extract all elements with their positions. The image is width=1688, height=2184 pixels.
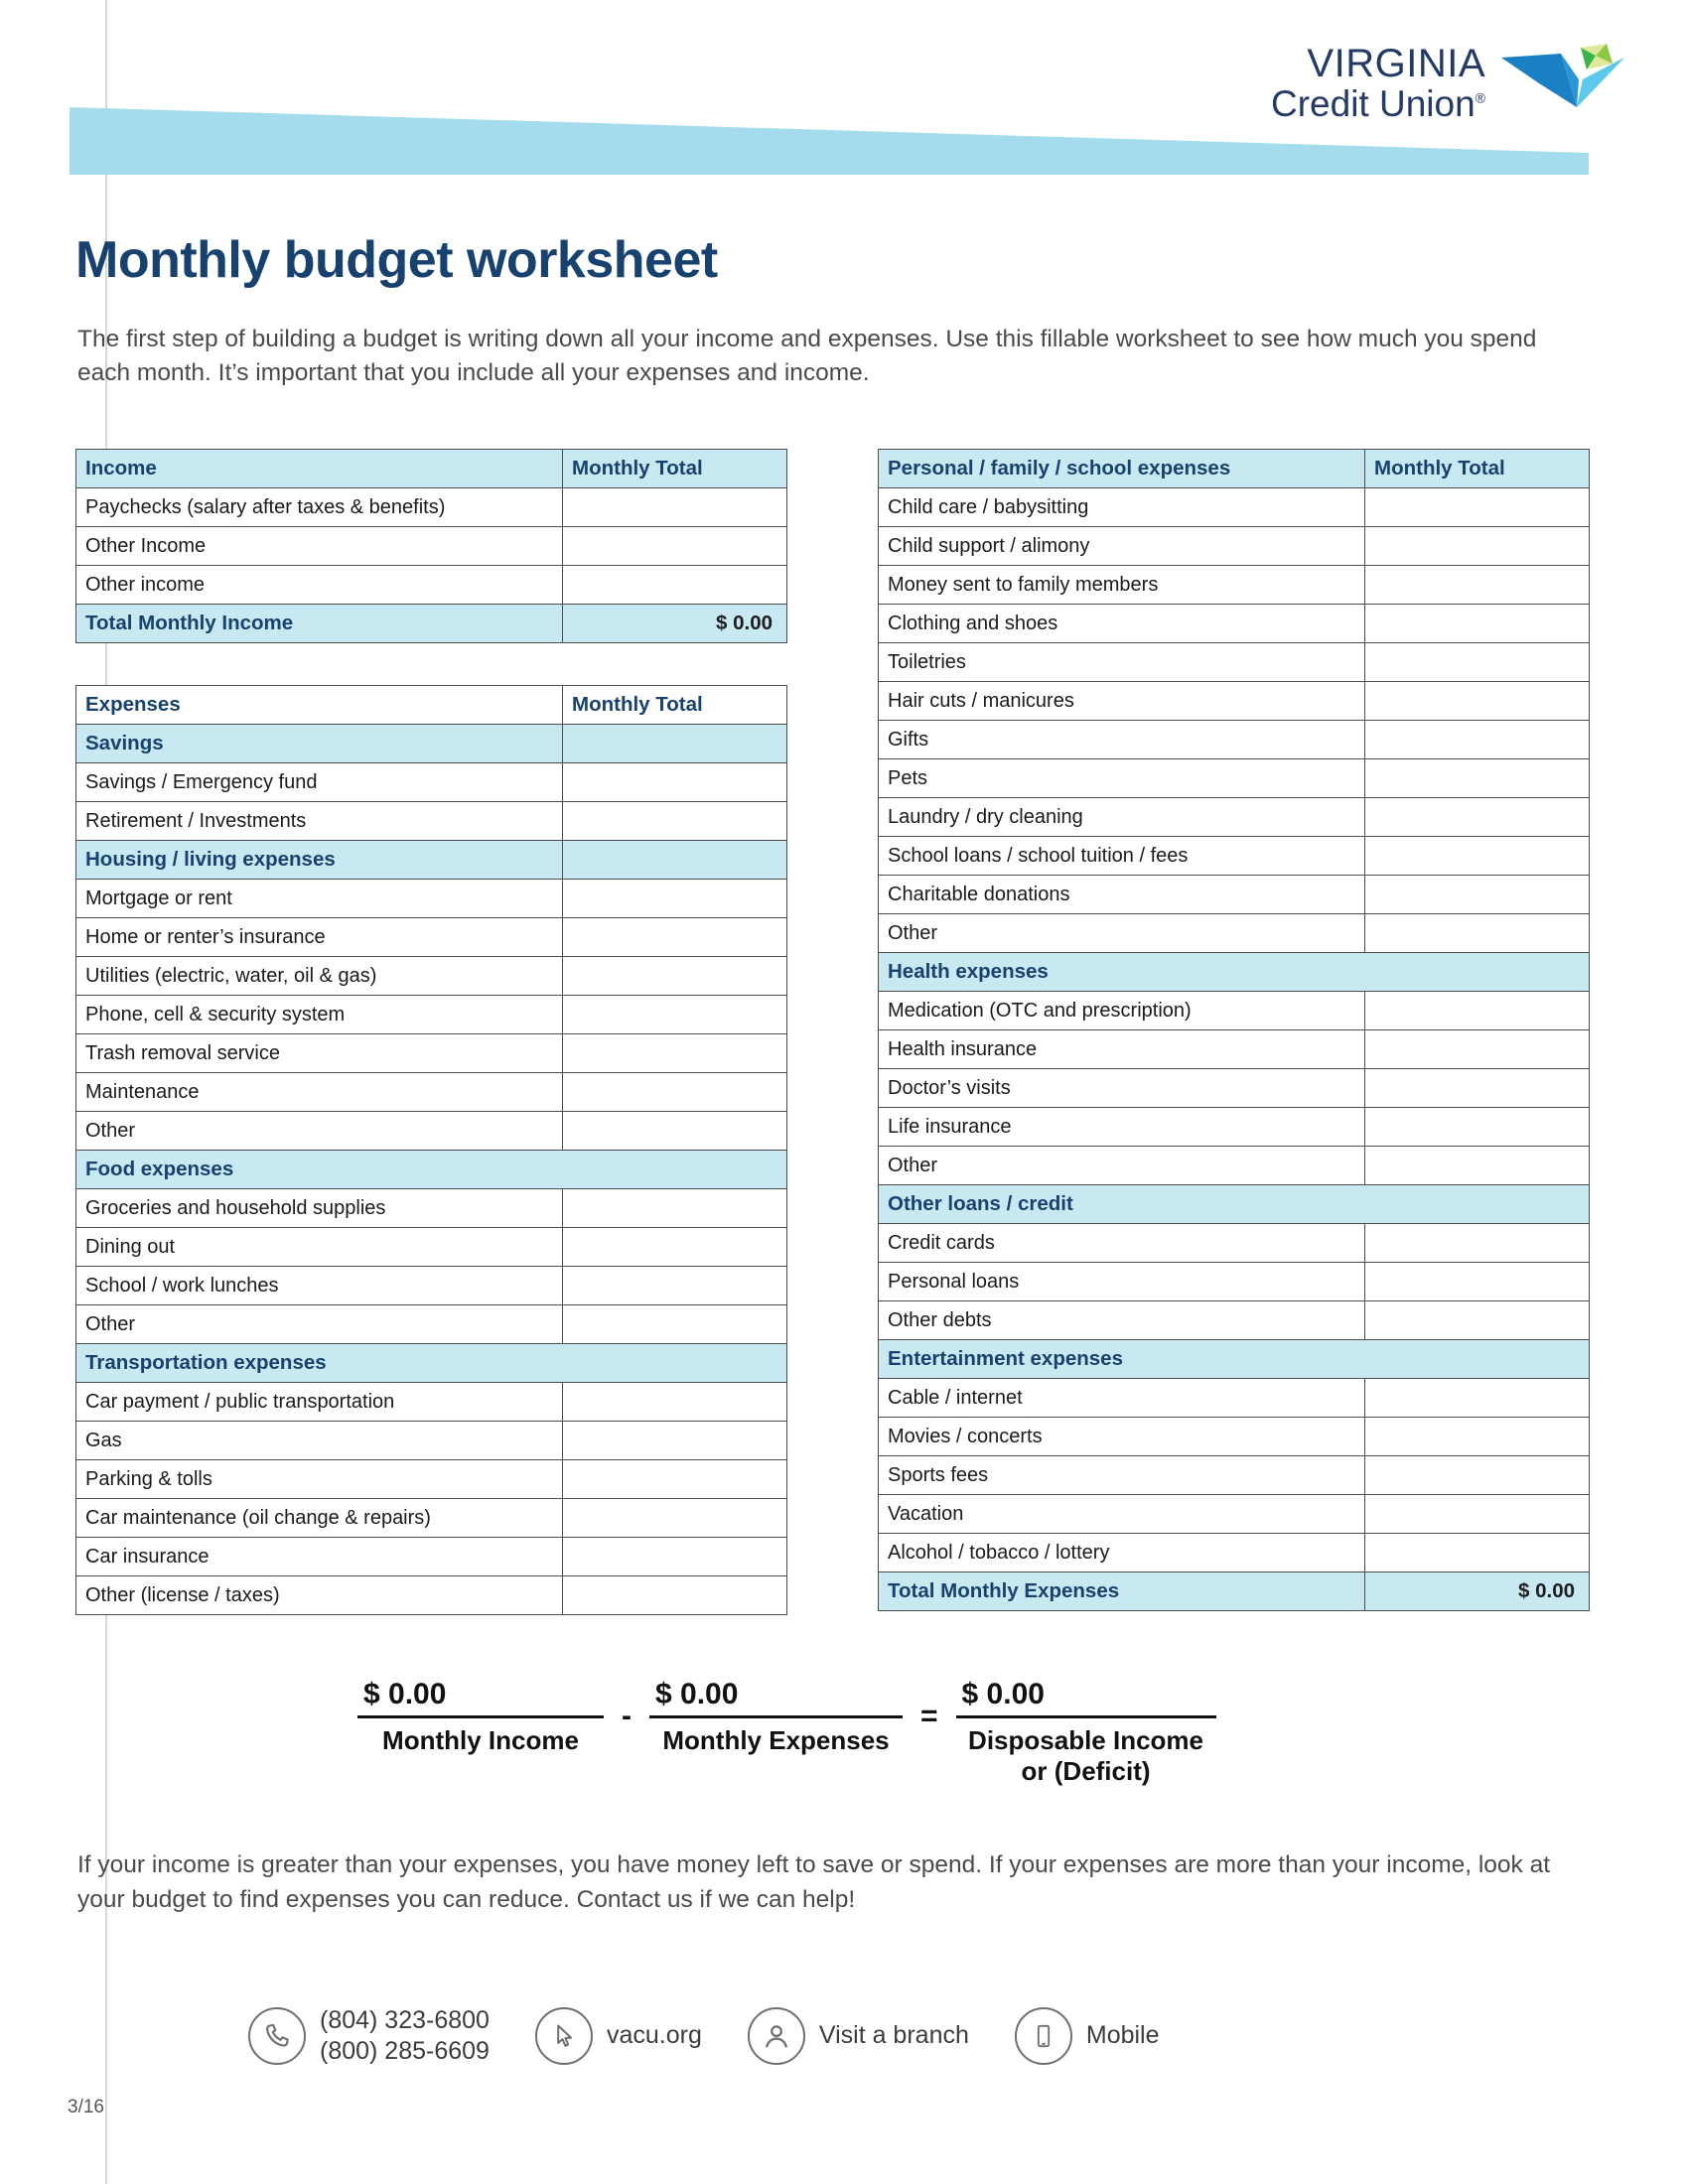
- row-input-cell[interactable]: [1365, 527, 1590, 566]
- row-input-cell[interactable]: [1365, 1147, 1590, 1185]
- section-title: Food expenses: [76, 1151, 787, 1189]
- row-label: Home or renter’s insurance: [76, 918, 563, 957]
- summary-income-fraction: [357, 1678, 604, 1756]
- row-input-cell[interactable]: [1365, 1418, 1590, 1456]
- table-row: [76, 996, 787, 1034]
- section-title: Entertainment expenses: [879, 1340, 1590, 1379]
- table-row: [879, 1030, 1590, 1069]
- expenses-header-row: [76, 686, 787, 725]
- row-input-cell[interactable]: [563, 880, 787, 918]
- row-label: Other income: [76, 566, 563, 605]
- table-row: [879, 837, 1590, 876]
- row-input-cell[interactable]: [563, 1538, 787, 1576]
- row-input-cell[interactable]: [1365, 837, 1590, 876]
- row-label: Other (license / taxes): [76, 1576, 563, 1615]
- row-input-cell[interactable]: [1365, 1301, 1590, 1340]
- row-label: Doctor’s visits: [879, 1069, 1365, 1108]
- table-row: [76, 1422, 787, 1460]
- personal-col-label: Personal / family / school expenses: [879, 450, 1365, 488]
- row-input-cell[interactable]: [563, 1267, 787, 1305]
- row-input-cell[interactable]: [1365, 759, 1590, 798]
- row-label: Other debts: [879, 1301, 1365, 1340]
- row-input-cell[interactable]: [563, 1228, 787, 1267]
- table-row: [879, 1147, 1590, 1185]
- section-title: Housing / living expenses: [76, 841, 563, 880]
- row-label: Car maintenance (oil change & repairs): [76, 1499, 563, 1538]
- table-row: [76, 1576, 787, 1615]
- table-row: [879, 759, 1590, 798]
- section-header-row: [76, 841, 787, 880]
- row-label: Cable / internet: [879, 1379, 1365, 1418]
- section-header-row: [879, 1340, 1590, 1379]
- row-input-cell[interactable]: [1365, 566, 1590, 605]
- table-row: [879, 1263, 1590, 1301]
- summary-equals-operator: =: [920, 1700, 938, 1732]
- expenses-col-total: Monthly Total: [563, 686, 787, 725]
- personal-col-total: Monthly Total: [1365, 450, 1590, 488]
- row-label: Credit cards: [879, 1224, 1365, 1263]
- summary-income-value: $ 0.00: [363, 1678, 447, 1710]
- row-label: Mortgage or rent: [76, 880, 563, 918]
- row-label: Other: [76, 1305, 563, 1344]
- row-label: Phone, cell & security system: [76, 996, 563, 1034]
- table-row: [879, 1069, 1590, 1108]
- table-row: [879, 1495, 1590, 1534]
- row-label: Gifts: [879, 721, 1365, 759]
- contact-mobile-text: Mobile: [1085, 2021, 1160, 2050]
- row-label: Dining out: [76, 1228, 563, 1267]
- table-row: [879, 1224, 1590, 1263]
- income-header-row: [76, 450, 787, 488]
- row-input-cell[interactable]: [1365, 992, 1590, 1030]
- section-header-row: [76, 1151, 787, 1189]
- section-blank-cell: [563, 725, 787, 763]
- expenses-table-body: [76, 686, 787, 1615]
- income-total-label: Total Monthly Income: [76, 605, 563, 643]
- contact-branch-text: Visit a branch: [818, 2021, 969, 2050]
- section-header-row: [76, 725, 787, 763]
- table-row: [76, 1460, 787, 1499]
- table-row: [879, 914, 1590, 953]
- table-row: [879, 1534, 1590, 1572]
- row-label: Savings / Emergency fund: [76, 763, 563, 802]
- row-label: Paychecks (salary after taxes & benefits): [76, 488, 563, 527]
- table-row: [879, 721, 1590, 759]
- personal-expenses-table-body: [879, 450, 1590, 1611]
- row-input-cell[interactable]: [1365, 1534, 1590, 1572]
- row-label: School / work lunches: [76, 1267, 563, 1305]
- row-label: Pets: [879, 759, 1365, 798]
- table-row: [76, 566, 787, 605]
- row-label: Charitable donations: [879, 876, 1365, 914]
- expenses-total-value: $ 0.00: [1365, 1572, 1590, 1611]
- table-row: [76, 957, 787, 996]
- table-row: [76, 527, 787, 566]
- row-input-cell[interactable]: [1365, 682, 1590, 721]
- expenses-col-label: Expenses: [76, 686, 563, 725]
- table-row: [76, 1499, 787, 1538]
- row-input-cell[interactable]: [563, 1305, 787, 1344]
- row-label: Alcohol / tobacco / lottery: [879, 1534, 1365, 1572]
- table-row: [879, 566, 1590, 605]
- brand-logo-line1: VIRGINIA: [1307, 41, 1485, 85]
- section-title: Other loans / credit: [879, 1185, 1590, 1224]
- section-header-row: [879, 953, 1590, 992]
- section-header-row: [76, 1344, 787, 1383]
- contact-branch[interactable]: [748, 2007, 969, 2065]
- contact-website[interactable]: [535, 2007, 702, 2065]
- row-label: Laundry / dry cleaning: [879, 798, 1365, 837]
- row-label: Parking & tolls: [76, 1460, 563, 1499]
- row-input-cell[interactable]: [563, 488, 787, 527]
- table-row: [76, 1189, 787, 1228]
- cursor-icon: [535, 2007, 593, 2065]
- row-input-cell[interactable]: [563, 1034, 787, 1073]
- row-label: Utilities (electric, water, oil & gas): [76, 957, 563, 996]
- income-col-label: Income: [76, 450, 563, 488]
- table-row: [879, 798, 1590, 837]
- row-input-cell[interactable]: [1365, 798, 1590, 837]
- row-label: Car insurance: [76, 1538, 563, 1576]
- row-input-cell[interactable]: [1365, 1495, 1590, 1534]
- page-title: Monthly budget worksheet: [75, 231, 718, 289]
- row-input-cell[interactable]: [563, 957, 787, 996]
- expenses-total-row: [879, 1572, 1590, 1611]
- section-blank-cell: [563, 841, 787, 880]
- table-row: [879, 1418, 1590, 1456]
- table-row: [879, 643, 1590, 682]
- income-table: [75, 449, 787, 643]
- row-input-cell[interactable]: [1365, 488, 1590, 527]
- row-input-cell[interactable]: [1365, 605, 1590, 643]
- table-row: [879, 1456, 1590, 1495]
- row-input-cell[interactable]: [1365, 1263, 1590, 1301]
- table-row: [879, 527, 1590, 566]
- row-input-cell[interactable]: [1365, 1069, 1590, 1108]
- contact-phone-text: [320, 2005, 490, 2066]
- header-banner: [70, 107, 1589, 175]
- table-row: [879, 605, 1590, 643]
- row-label: Other: [76, 1112, 563, 1151]
- income-total-value: $ 0.00: [563, 605, 787, 643]
- row-input-cell[interactable]: [563, 1073, 787, 1112]
- row-label: Retirement / Investments: [76, 802, 563, 841]
- table-row: [76, 1073, 787, 1112]
- row-label: Other: [879, 1147, 1365, 1185]
- row-input-cell[interactable]: [1365, 1379, 1590, 1418]
- page-number: 3/16: [68, 2097, 104, 2117]
- table-row: [76, 1305, 787, 1344]
- table-row: [879, 1379, 1590, 1418]
- row-input-cell[interactable]: [563, 763, 787, 802]
- row-input-cell[interactable]: [1365, 1030, 1590, 1069]
- table-row: [76, 1267, 787, 1305]
- row-input-cell[interactable]: [563, 1383, 787, 1422]
- row-label: Child care / babysitting: [879, 488, 1365, 527]
- row-label: Hair cuts / manicures: [879, 682, 1365, 721]
- row-input-cell[interactable]: [563, 996, 787, 1034]
- income-table-body: [76, 450, 787, 643]
- row-label: Clothing and shoes: [879, 605, 1365, 643]
- table-row: [76, 1538, 787, 1576]
- summary-income-label: Monthly Income: [382, 1725, 579, 1755]
- table-row: [879, 992, 1590, 1030]
- row-input-cell[interactable]: [1365, 914, 1590, 953]
- footnote-paragraph: If your income is greater than your expenses, you have money left to save or spend. If your expenses are more than your income, look at your budget to find expenses you can reduce. Contact us if we can help!: [77, 1851, 1551, 1913]
- table-row: [76, 880, 787, 918]
- contact-website-text: vacu.org: [606, 2021, 702, 2050]
- row-input-cell[interactable]: [563, 527, 787, 566]
- summary-result-label: [968, 1718, 1203, 1787]
- row-input-cell[interactable]: [563, 566, 787, 605]
- row-input-cell[interactable]: [563, 918, 787, 957]
- row-input-cell[interactable]: [563, 1189, 787, 1228]
- row-input-cell[interactable]: [563, 802, 787, 841]
- table-row: [76, 1383, 787, 1422]
- intro-paragraph: The first step of building a budget is writing down all your income and expenses. Use this fillable worksheet to see how much you spend each month. It’s important that you include all your expenses and income.: [77, 326, 1537, 386]
- summary-equation: [357, 1678, 1216, 1787]
- row-input-cell[interactable]: [563, 1112, 787, 1151]
- contact-mobile[interactable]: [1015, 2007, 1160, 2065]
- row-input-cell[interactable]: [1365, 643, 1590, 682]
- contact-phone[interactable]: [248, 2005, 490, 2066]
- summary-result-label-line2: or (Deficit): [1021, 1756, 1151, 1787]
- row-label: Gas: [76, 1422, 563, 1460]
- row-label: Life insurance: [879, 1108, 1365, 1147]
- registered-mark-icon: ®: [1475, 89, 1485, 106]
- phone-icon: [248, 2007, 306, 2065]
- table-row: [879, 1301, 1590, 1340]
- row-label: Car payment / public transportation: [76, 1383, 563, 1422]
- summary-expenses-fraction: [649, 1678, 903, 1756]
- phone-line-2: (800) 285-6609: [320, 2036, 490, 2065]
- row-label: Toiletries: [879, 643, 1365, 682]
- summary-expenses-label: Monthly Expenses: [662, 1725, 890, 1755]
- table-row: [76, 1034, 787, 1073]
- table-row: [76, 918, 787, 957]
- section-title: Health expenses: [879, 953, 1590, 992]
- personal-header-row: [879, 450, 1590, 488]
- brand-logo-line2: Credit Union®: [1271, 82, 1485, 124]
- personal-expenses-table: [878, 449, 1590, 1611]
- row-input-cell[interactable]: [563, 1499, 787, 1538]
- row-input-cell[interactable]: [1365, 1108, 1590, 1147]
- table-row: [76, 488, 787, 527]
- table-row: [879, 488, 1590, 527]
- row-input-cell[interactable]: [563, 1460, 787, 1499]
- row-input-cell[interactable]: [563, 1422, 787, 1460]
- row-label: Personal loans: [879, 1263, 1365, 1301]
- row-label: Trash removal service: [76, 1034, 563, 1073]
- mobile-icon: [1015, 2007, 1072, 2065]
- summary-result-fraction: [956, 1678, 1216, 1787]
- row-label: Maintenance: [76, 1073, 563, 1112]
- row-label: Sports fees: [879, 1456, 1365, 1495]
- table-row: [76, 1228, 787, 1267]
- row-label: Groceries and household supplies: [76, 1189, 563, 1228]
- row-label: Other: [879, 914, 1365, 953]
- table-row: [879, 876, 1590, 914]
- row-label: Child support / alimony: [879, 527, 1365, 566]
- summary-result-label-line1: Disposable Income: [968, 1725, 1204, 1755]
- row-label: Money sent to family members: [879, 566, 1365, 605]
- row-label: Health insurance: [879, 1030, 1365, 1069]
- income-total-row: [76, 605, 787, 643]
- row-label: Movies / concerts: [879, 1418, 1365, 1456]
- table-row: [76, 763, 787, 802]
- row-label: Other Income: [76, 527, 563, 566]
- person-icon: [748, 2007, 805, 2065]
- section-title: Transportation expenses: [76, 1344, 787, 1383]
- row-input-cell[interactable]: [1365, 721, 1590, 759]
- table-row: [879, 682, 1590, 721]
- summary-expenses-value: $ 0.00: [655, 1678, 739, 1710]
- expenses-table: [75, 685, 787, 1615]
- row-input-cell[interactable]: [1365, 1456, 1590, 1495]
- row-input-cell[interactable]: [1365, 876, 1590, 914]
- income-col-total: Monthly Total: [563, 450, 787, 488]
- summary-result-value: $ 0.00: [961, 1678, 1045, 1710]
- phone-line-1: (804) 323-6800: [320, 2006, 490, 2034]
- table-row: [879, 1108, 1590, 1147]
- row-input-cell[interactable]: [1365, 1224, 1590, 1263]
- expenses-total-label: Total Monthly Expenses: [879, 1572, 1365, 1611]
- row-input-cell[interactable]: [563, 1576, 787, 1615]
- row-label: Medication (OTC and prescription): [879, 992, 1365, 1030]
- row-label: School loans / school tuition / fees: [879, 837, 1365, 876]
- table-row: [76, 802, 787, 841]
- contact-bar: [248, 2005, 1205, 2066]
- section-header-row: [879, 1185, 1590, 1224]
- row-label: Vacation: [879, 1495, 1365, 1534]
- table-row: [76, 1112, 787, 1151]
- summary-minus-operator: -: [622, 1700, 632, 1732]
- section-title: Savings: [76, 725, 563, 763]
